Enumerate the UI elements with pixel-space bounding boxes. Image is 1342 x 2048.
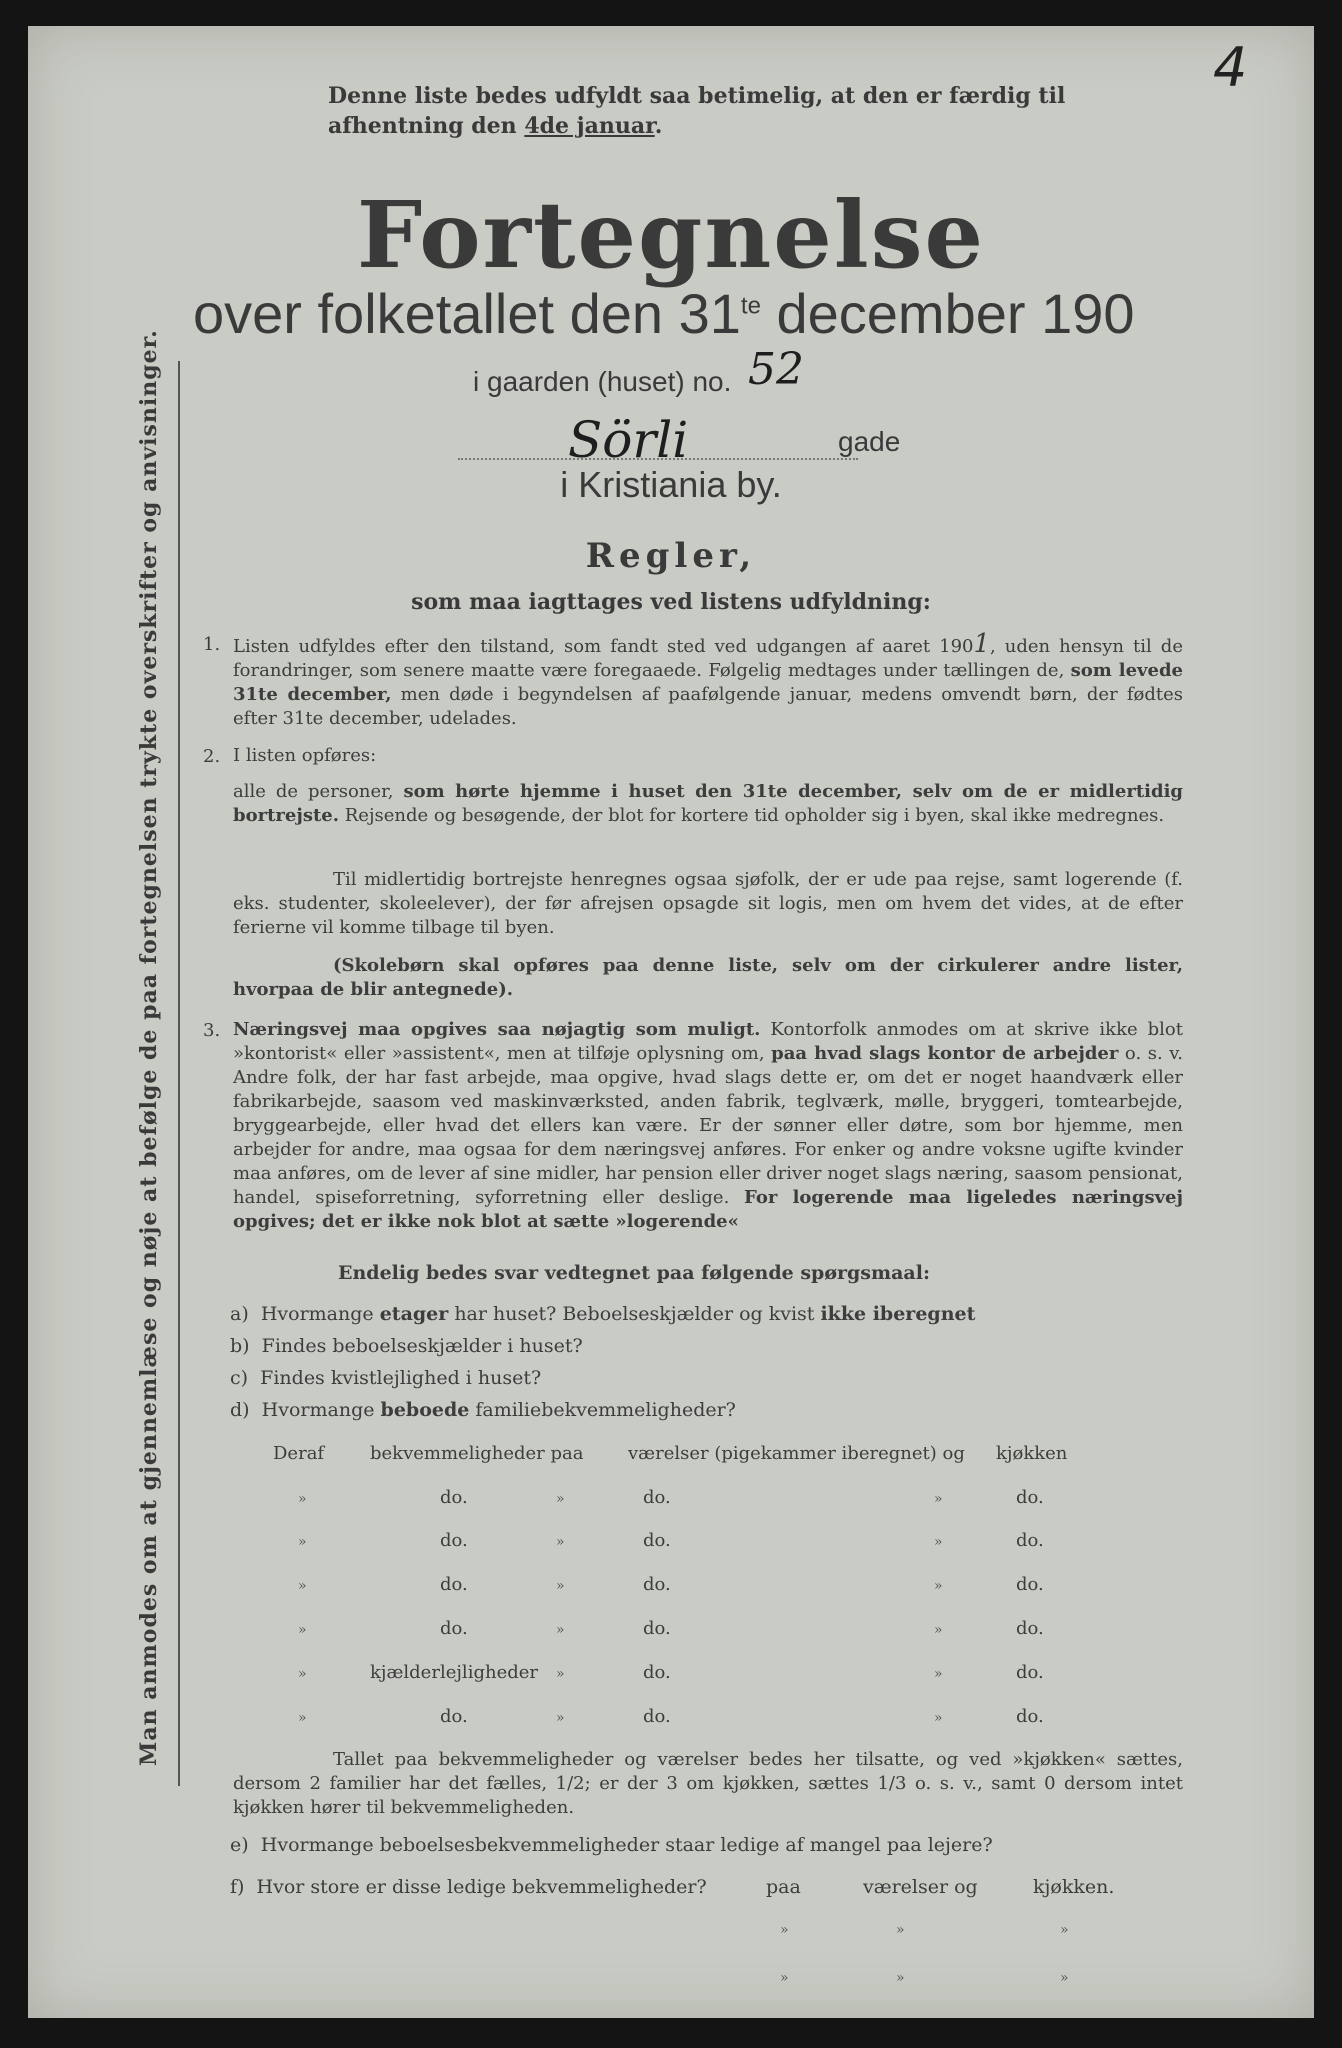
rule-3-number: 3. — [203, 1020, 221, 1041]
question-f-paa: paa — [766, 1876, 801, 1898]
question-a: a) Hvormange etager har huset? Beboelseskjælder og kvist ikke iberegnet — [230, 1303, 976, 1325]
table-header-kjokken: kjøkken — [996, 1443, 1068, 1464]
question-f-vaerelser: værelser og — [863, 1876, 978, 1898]
handwritten-house-number: 52 — [748, 344, 804, 395]
side-divider — [178, 361, 180, 1786]
question-f: f) Hvor store er disse ledige bekvemmeligheder? — [230, 1876, 707, 1898]
census-form-page: 4 Denne liste bedes udfyldt saa betimelig, at den er færdig til afhentning den 4de januar. Fortegnelse over folketallet den $31^{te}$ december 190 i gaarden (huset) no. 52 Sörli gade i Kristiania by. Regler, som maa iagttages ved listens udfyldning: Man anmodes om at gjennemlæse og nøje at befølge de paa fortegnelsen trykte overskrifter og anvisninger. 1. Listen udfyldes efter den tilstand, som fandt sted ved udgangen af aaret 1901, uden hensyn til de forandringer, som senere maatte være foregaaede. Følgelig medtages under tællingen de, som levede 31te december, men døde i begyndelsen af paafølgende januar, medens omvendt børn, der fødtes efter 31te december, udelades. 2. I listen opføres: alle de personer, som hørte hjemme i huset den 31te december, selv om de er midlertidig bortrejste. Rejsende og besøgende, der blot for kortere tid opholder sig i byen, skal ikke medregnes. Til midlertidig bortrejste henregnes ogsaa sjøfolk, der er ude paa rejse, samt logerende (f. eks. studenter, skoleelever), der før afrejsen opsagde sit logis, men om hvem det vides, at de efter ferierne vil komme tilbage til byen. (Skolebørn skal opføres paa denne liste, selv om der cirkulerer andre lister, hvorpaa de blir antegnede). 3. Næringsvej maa opgives saa nøjagtig som muligt. Kontorfolk anmodes om at skrive ikke blot »kontorist« eller »assistent«, men at tilføje oplysning om, paa hvad slags kontor de arbejder o. s. v. Andre folk, der har fast arbejde, maa opgive, hvad slags dette er, om det er noget haandværk eller fabrikarbejde, saasom ved maskinværksted, anden fabrik, teglværk, mølle, bryggeri, tomtearbejde, bryggearbejde, eller hvad det ellers kan være. Er der sønner eller døtre, som bor hjemme, men arbejder for andre, maa ogsaa for dem næringsvej anføres. For enker og andre voksne ugifte kvinder maa anføres, om de lever af sine midler, har pension eller driver noget slags næring, saasom pensionat, handel, spiseforretning, syforretning eller deslige. For logerende maa ligeledes næringsvej opgives; det er ikke nok blot at sætte »logerende« Endelig bedes svar vedtegnet paa følgende spørgsmaal: a) Hvormange etager har huset? Beboelseskjælder og kvist ikke iberegnet b) Findes beboelseskjælder i huset? c) Findes kvistlejlighed i huset? d) Hvormange beboede familiebekvemmeligheder? Deraf bekvemmeligheder paa værelser (pigekammer iberegnet) og kjøkken » do. » do. » do. » do. » do. » do. » do. » do. » do. » do. » do. » do. » kjælderlejligheder » do. » do. » do. » do. » do. Tallet paa bekvemmeligheder og værelser bedes her tilsatte, og ved »kjøkken« sættes, dersom 2 familier har det fælles, 1/2; er der 3 om kjøkken, sættes 1/3 o. s. v., samt 0 dersom intet kjøkken hører til bekvemmeligheden. e) Hvormange beboelsesbekvemmeligheder staar ledige af mangel paa lejere? f) Hvor store er disse ledige bekvemmeligheder? paa værelser og kjøkken. » » » » » » — [28, 26, 1314, 2018]
table-header-deraf: Deraf — [273, 1443, 325, 1464]
question-c: c) Findes kvistlejlighed i huset? — [230, 1367, 542, 1389]
f-answer-mark: » — [896, 1970, 905, 1986]
page-subtitle: over folketallet den $31^{te}$ december 190 — [193, 282, 1135, 345]
table-footnote: Tallet paa bekvemmeligheder og værelser bedes her tilsatte, og ved »kjøkken« sættes, dersom 2 familier har det fælles, 1/2; er der 3 om kjøkken, sættes 1/3 o. s. v., samt 0 dersom intet kjøkken hører til bekvemmeligheden. — [233, 1749, 1183, 1818]
rule-2-number: 2. — [203, 746, 221, 767]
house-number-label: i gaarden (huset) no. — [473, 366, 732, 397]
rule-1-handwritten-year: 1 — [973, 629, 991, 659]
f-answer-mark: » — [1060, 1922, 1069, 1938]
street-suffix-label: gade — [838, 426, 901, 457]
rules-heading: Regler, — [585, 536, 757, 576]
table-header-bekvemmeligheder: bekvemmeligheder paa — [370, 1443, 584, 1464]
table-header-vaerelser: værelser (pigekammer iberegnet) og — [628, 1443, 965, 1464]
rule-2-text: alle de personer, som hørte hjemme i huset den 31te december, selv om de er midlertidig bortrejste. Rejsende og besøgende, der blot for kortere tid opholder sig i byen, skal ikke medregnes. — [233, 781, 1183, 826]
handwritten-street-name: Sörli — [568, 411, 689, 469]
question-b: b) Findes beboelseskjælder i huset? — [230, 1335, 583, 1357]
f-answer-mark: » — [780, 1970, 789, 1986]
rule-3-text: Næringsvej maa opgives saa nøjagtig som muligt. Kontorfolk anmodes om at skrive ikke blot »kontorist« eller »assistent«, men at tilføje oplysning om, paa hvad slags kontor de arbejder o. s. v. Andre folk, der har fast arbejde, maa opgive, hvad slags dette er, om det er noget haandværk eller fabrikarbejde, saasom ved maskinværksted, anden fabrik, teglværk, mølle, bryggeri, tomtearbejde, bryggearbejde, eller hvad det ellers kan være. Er der sønner eller døtre, som bor hjemme, men arbejder for andre, maa ogsaa for dem næringsvej anføres. For enker og andre voksne ugifte kvinder maa anføres, om de lever af sine midler, har pension eller driver noget slags næring, saasom pensionat, handel, spiseforretning, syforretning eller deslige. For logerende maa ligeledes næringsvej opgives; det er ikke nok blot at sætte »logerende« — [233, 1019, 1184, 1232]
notice-text — [328, 81, 1065, 141]
rule-2-heading: I listen opføres: — [233, 745, 377, 766]
rule-2-paragraph-2: Til midlertidig bortrejste henregnes ogsaa sjøfolk, der er ude paa rejse, samt logerende (f. eks. studenter, skoleelever), der før afrejsen opsagde sit logis, men om hvem det vides, at de efter ferierne vil komme tilbage til byen. — [233, 869, 1183, 938]
notice-line-2: afhentning den 4de januar. — [328, 113, 663, 139]
city-label: i Kristiania by. — [560, 464, 782, 505]
f-answer-mark: » — [1060, 1970, 1069, 1986]
question-e: e) Hvormange beboelsesbekvemmeligheder staar ledige af mangel paa lejere? — [230, 1834, 993, 1856]
question-d: d) Hvormange beboede familiebekvemmeligheder? — [230, 1399, 736, 1421]
questions-intro: Endelig bedes svar vedtegnet paa følgende spørgsmaal: — [338, 1262, 930, 1284]
rule-1-number: 1. — [203, 634, 221, 655]
side-instruction: Man anmodes om at gjennemlæse og nøje at befølge de paa fortegnelsen trykte overskrifter og anvisninger. — [136, 329, 162, 1766]
handwritten-page-number: 4 — [1213, 36, 1248, 99]
f-answer-mark: » — [896, 1922, 905, 1938]
page-title: Fortegnelse — [356, 181, 986, 289]
question-f-kjokken: kjøkken. — [1033, 1876, 1115, 1898]
notice-date: 4de januar — [524, 113, 655, 139]
notice-line-1: Denne liste bedes udfyldt saa betimelig, at den er færdig til — [328, 83, 1066, 109]
f-answer-mark: » — [780, 1922, 789, 1938]
rule-2-paragraph-3: (Skolebørn skal opføres paa denne liste, selv om der cirkulerer andre lister, hvorpaa de blir antegnede). — [233, 955, 1183, 1000]
rules-subheading: som maa iagttages ved listens udfyldning: — [411, 589, 931, 615]
rule-1-text: Listen udfyldes efter den tilstand, som fandt sted ved udgangen af aaret 1901, uden hensyn til de forandringer, som senere maatte være foregaaede. Følgelig medtages under tællingen de, som levede 31te december, men døde i begyndelsen af paafølgende januar, medens omvendt børn, der fødtes efter 31te december, udelades. — [233, 629, 1183, 729]
